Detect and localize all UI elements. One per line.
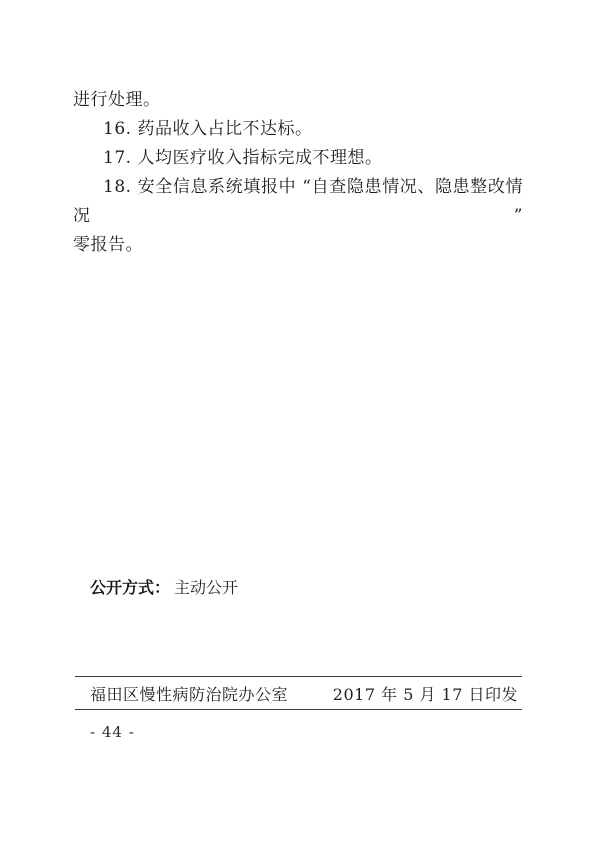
colophon-bar [75,676,522,710]
disclosure-method-line [90,577,238,600]
list-item-18: 18. 安全信息系统填报中 “自查隐患情况、隐患整改情况” [73,177,523,226]
disclosure-method-label: 公开方式： [90,580,171,597]
disclosure-method-value: 主动公开 [174,578,239,597]
issuing-office: 福田区慢性病防治院办公室 [90,684,289,704]
list-item-17: 17. 人均医疗收入指标完成不理想。 [103,148,383,168]
print-date: 2017 年 5 月 17 日印发 [332,684,518,704]
body-text [73,86,523,260]
list-item-18-wrap: 零报告。 [73,235,143,255]
page-number: - 44 - [90,723,135,741]
list-item-16: 16. 药品收入占比不达标。 [103,119,313,139]
paragraph-continuation: 进行处理。 [73,90,161,110]
